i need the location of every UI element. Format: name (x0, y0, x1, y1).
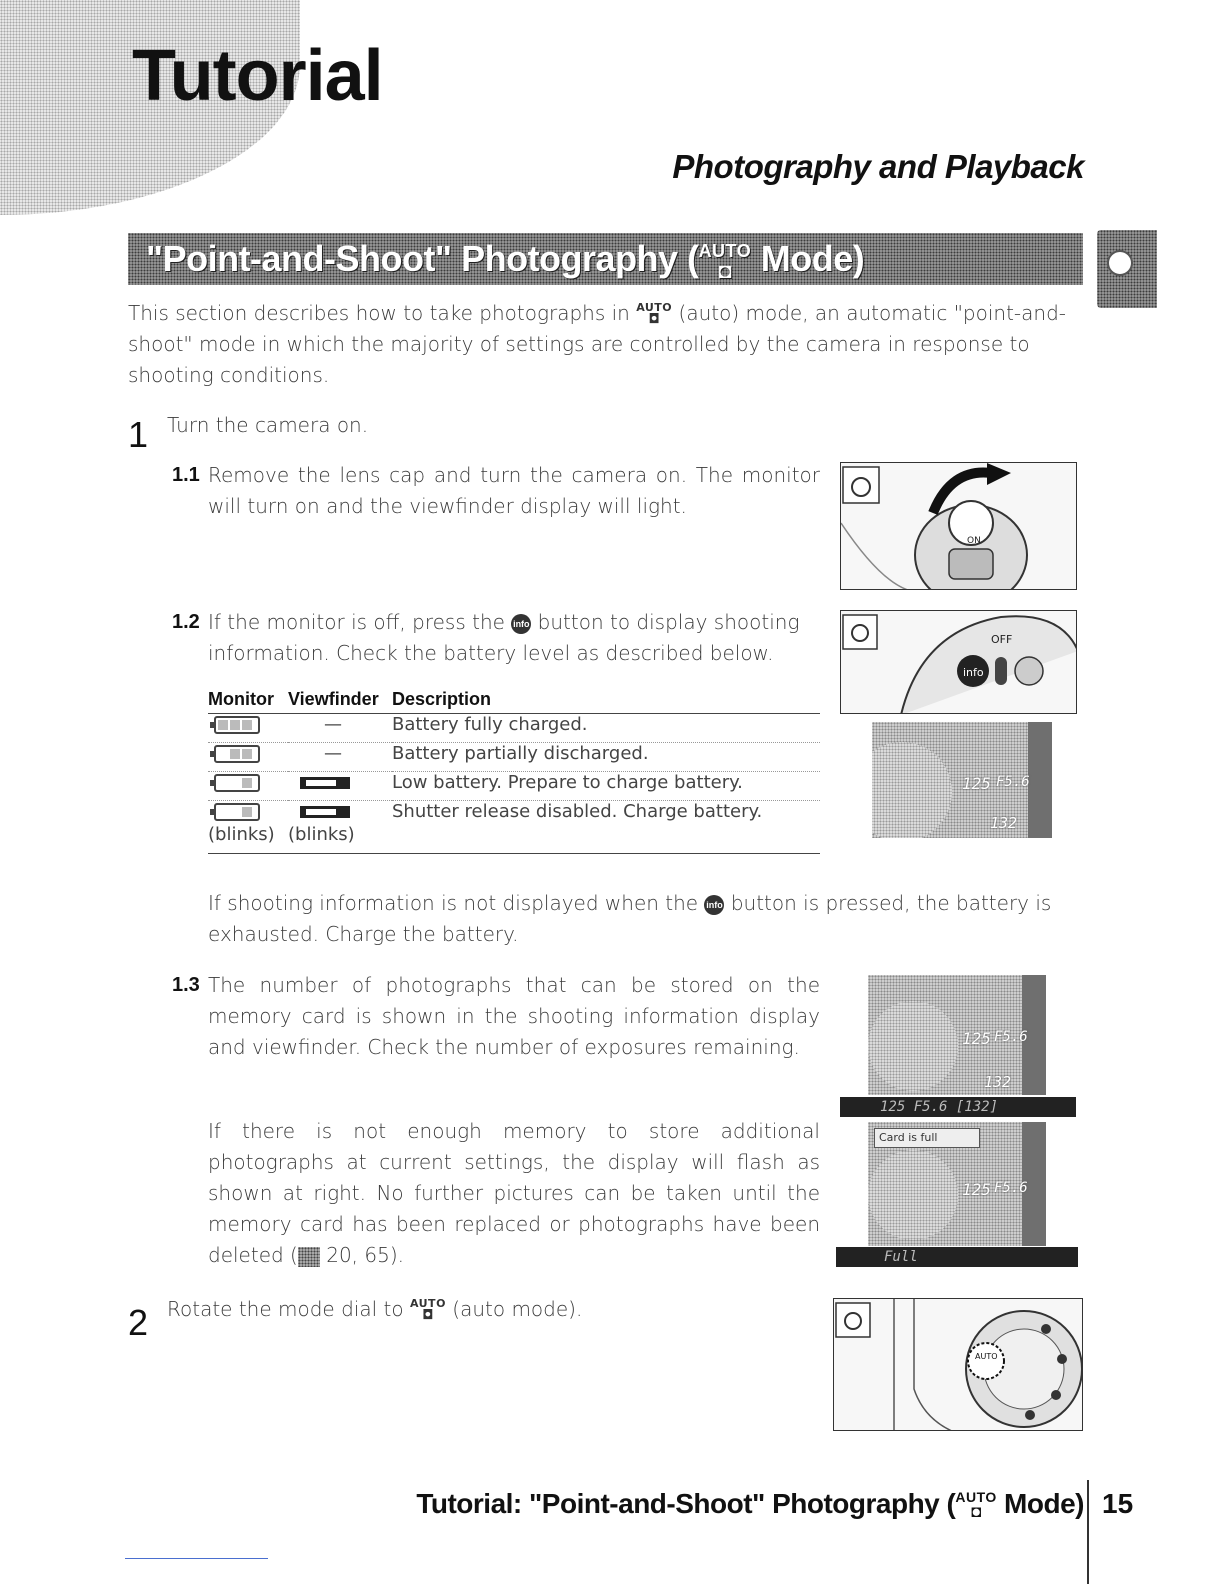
auto-mode-icon: AUTO ◘ (409, 1297, 446, 1324)
viewfinder-battery-icon (300, 806, 350, 818)
lcd-aperture: F5.6 (994, 1029, 1028, 1045)
monitor-note: (blinks) (208, 824, 275, 845)
viewfinder-full-display: Full (836, 1247, 1078, 1267)
section-title-prefix: "Point-and-Shoot" Photography ( (146, 238, 699, 279)
viewfinder-note: (blinks) (288, 824, 355, 845)
col-viewfinder: Viewfinder (288, 687, 392, 714)
lcd-shutter: 125 (962, 1029, 991, 1048)
auto-mode-icon: AUTO ◘ (698, 240, 752, 283)
step-1-3-text: The number of photographs that can be stored on the memory card is shown in the shooting information display and viewfinder. Check the number of exposures remaining. (208, 973, 820, 1059)
page-number: 15 (1102, 1488, 1134, 1519)
info-button-icon: info (704, 895, 724, 915)
card-full-display (868, 1122, 1046, 1246)
description-cell: Battery fully charged. (392, 714, 820, 743)
battery-partial-icon (214, 745, 260, 763)
step-1-3-number: 1.3 (172, 974, 200, 996)
step-1-2-number: 1.2 (172, 611, 200, 633)
section-title-suffix: Mode) (751, 238, 865, 279)
battery-full-icon (214, 716, 260, 734)
viewfinder-display: 125 F5.6 [132] (840, 1097, 1076, 1117)
col-monitor: Monitor (208, 687, 288, 714)
step-1-1-text: Remove the lens cap and turn the camera on. The monitor will turn on and the viewfinder display will light. (208, 463, 820, 518)
col-description: Description (392, 687, 820, 714)
exposures-remaining-display (868, 975, 1046, 1095)
shooting-info-display (872, 722, 1052, 838)
table-row (208, 743, 820, 772)
camera-icon (1107, 250, 1133, 276)
card-full-message: Card is full (874, 1128, 980, 1148)
description-cell: Battery partially discharged. (392, 743, 820, 772)
description-cell: Low battery. Prepare to charge battery. (392, 772, 820, 801)
step-1-2-text: If the monitor is off, press the info button to display shooting information. Check the battery level as described below. (208, 610, 800, 665)
dial-off-label: OFF (991, 633, 1013, 646)
auto-mode-icon: AUTO ◘ (636, 301, 673, 328)
footer-divider (1087, 1480, 1089, 1584)
lcd-exposure-count: 132 (984, 1073, 1012, 1091)
mode-dial-illustration (834, 1299, 1083, 1431)
battery-low-icon (214, 774, 260, 792)
table-row (208, 772, 820, 801)
lcd-aperture: F5.6 (994, 1180, 1028, 1196)
step-1-3-memory-note: If there is not enough memory to store additional photographs at current settings, the display will flash as shown at right. No further pictures can be taken until the memory card has been replaced or photographs have been deleted ( 20, 65). (208, 1119, 820, 1267)
table-row (208, 714, 820, 743)
viewfinder-cell: — (288, 714, 392, 743)
step-1-1-number: 1.1 (172, 464, 200, 486)
step-2-number: 2 (128, 1302, 149, 1343)
section-title (146, 238, 864, 281)
step-1-number: 1 (128, 414, 149, 455)
power-switch-figure (840, 462, 1077, 590)
info-button-icon: info (511, 614, 531, 634)
chapter-subtitle: Photography and Playback (672, 148, 1084, 185)
viewfinder-cell: — (288, 743, 392, 772)
lcd-exposure-count: 132 (990, 814, 1018, 832)
footer-title: Tutorial: "Point-and-Shoot" Photography ( AUTO ◘ Mode) (416, 1488, 1084, 1522)
footer-rule (125, 1558, 268, 1559)
battery-empty-icon (214, 803, 260, 821)
info-button-figure (840, 610, 1077, 714)
lcd-shutter: 125 (962, 1180, 991, 1199)
step-1-text: Turn the camera on. (167, 413, 369, 437)
step-2-text: Rotate the mode dial to AUTO ◘ (auto mode). (167, 1297, 583, 1324)
page-reference-icon (298, 1247, 320, 1267)
battery-note: If shooting information is not displayed when the info button is pressed, the battery is exhausted. Charge the battery. (208, 891, 1052, 946)
info-button-illustration (841, 611, 1077, 714)
lcd-aperture: F5.6 (996, 774, 1030, 790)
description-cell: Shutter release disabled. Charge battery. (392, 801, 820, 854)
dial-auto-label: AUTO (975, 1352, 998, 1361)
info-label: info (963, 666, 984, 679)
battery-level-table (208, 687, 820, 854)
dial-on-label: ON (967, 536, 981, 546)
chapter-title: Tutorial (132, 36, 383, 116)
mode-dial-figure (833, 1298, 1083, 1431)
intro-paragraph: This section describes how to take photographs in AUTO ◘ (auto) mode, an automatic "point-and-shoot" mode in which the majority of settings are controlled by the camera in response to shooting conditions. (128, 301, 1066, 387)
viewfinder-battery-icon (300, 777, 350, 789)
lcd-shutter: 125 (962, 774, 991, 793)
table-row (208, 801, 820, 854)
power-switch-illustration (841, 463, 1077, 590)
auto-mode-icon: AUTO ◘ (955, 1489, 997, 1522)
